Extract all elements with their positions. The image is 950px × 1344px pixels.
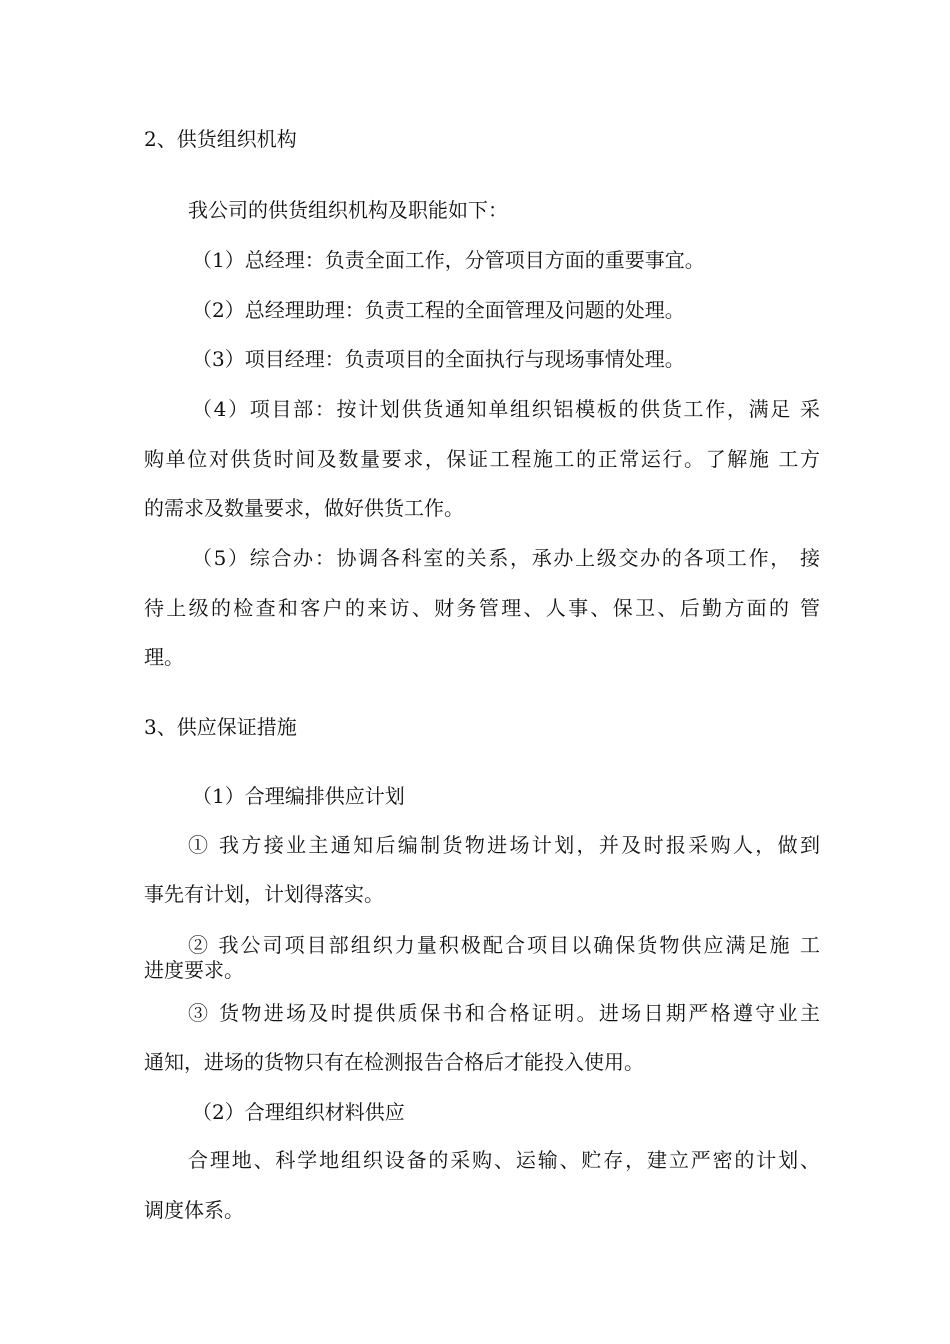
item-2-assistant-manager: （2）总经理助理：负责工程的全面管理及问题的处理。 xyxy=(192,298,685,322)
item-5-line-1: （5）综合办：协调各科室的关系，承办上级交办的各项工作， 接 xyxy=(192,546,820,570)
point-2-line-2: 进度要求。 xyxy=(144,958,244,982)
point-1-line-2: 事先有计划，计划得落实。 xyxy=(144,882,384,906)
point-3-line-2: 通知，进场的货物只有在检测报告合格后才能投入使用。 xyxy=(144,1050,644,1074)
subsection-1-title: （1）合理编排供应计划 xyxy=(192,784,405,808)
item-4-line-1: （4）项目部：按计划供货通知单组织铝模板的供货工作，满足 采 xyxy=(192,397,820,421)
section-3-heading: 3、供应保证措施 xyxy=(144,715,297,739)
paragraph-line-1: 合理地、科学地组织设备的采购、运输、贮存，建立严密的计划、 xyxy=(188,1148,820,1172)
item-5-line-3: 理。 xyxy=(144,645,184,669)
item-1-general-manager: （1）总经理：负责全面工作，分管项目方面的重要事宜。 xyxy=(192,248,705,272)
item-3-project-manager: （3）项目经理：负责项目的全面执行与现场事情处理。 xyxy=(192,347,685,371)
item-4-line-2: 购单位对供货时间及数量要求，保证工程施工的正常运行。了解施 工方 xyxy=(144,447,820,471)
item-5-line-2: 待上级的检查和客户的来访、财务管理、人事、保卫、后勤方面的 管 xyxy=(144,596,820,620)
point-2-line-1: ② 我公司项目部组织力量积极配合项目以确保货物供应满足施 工 xyxy=(188,933,820,957)
section-2-intro: 我公司的供货组织机构及职能如下： xyxy=(188,198,508,222)
point-3-line-1: ③ 货物进场及时提供质保书和合格证明。进场日期严格遵守业主 xyxy=(188,1001,820,1025)
point-1-line-1: ① 我方接业主通知后编制货物进场计划，并及时报采购人，做到 xyxy=(188,833,820,857)
section-2-heading: 2、供货组织机构 xyxy=(144,127,297,151)
subsection-2-title: （2）合理组织材料供应 xyxy=(192,1100,405,1124)
paragraph-line-2: 调度体系。 xyxy=(144,1198,244,1222)
item-4-line-3: 的需求及数量要求，做好供货工作。 xyxy=(144,496,464,520)
